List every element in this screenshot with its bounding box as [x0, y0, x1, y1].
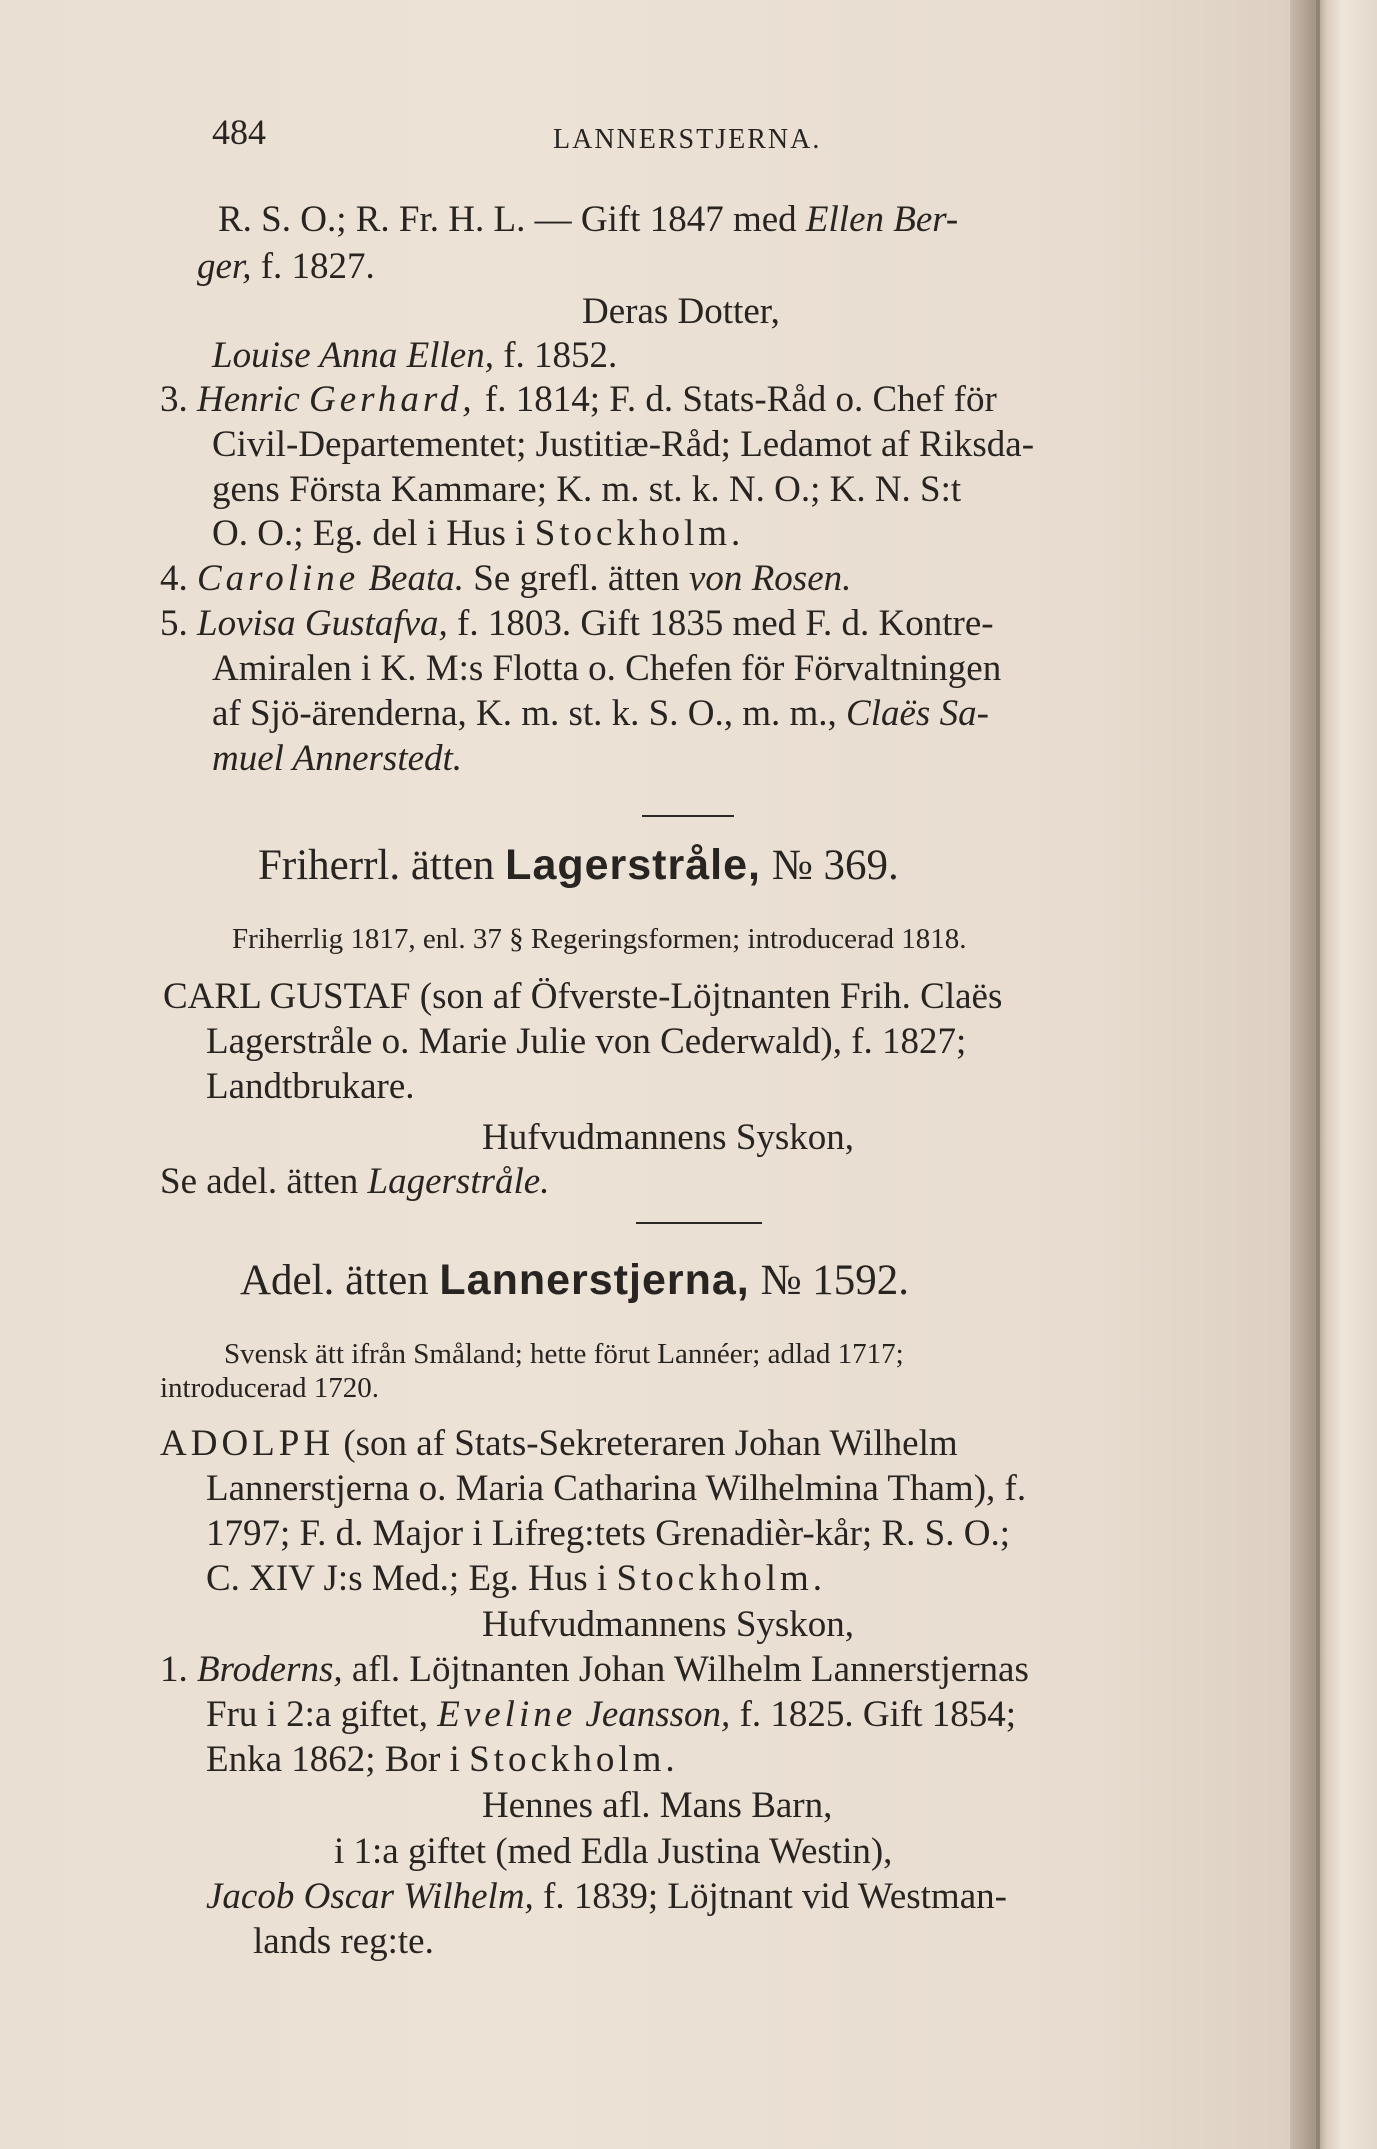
text-line: i 1:a giftet (med Edla Justina Westin),	[334, 1831, 893, 1872]
subheading: Hufvudmannens Syskon,	[482, 1117, 855, 1158]
subheading: Deras Dotter,	[582, 291, 780, 332]
text-line: ADOLPH (son af Stats-Sekreteraren Johan Wilhelm	[160, 1423, 958, 1464]
binding-shadow	[1316, 0, 1320, 2149]
section-intro: Friherrlig 1817, enl. 37 § Regeringsformen; introducerad 1818.	[232, 923, 967, 955]
page-number: 484	[212, 112, 266, 152]
section-title: Adel. ätten Lannerstjerna, № 1592.	[240, 1256, 910, 1304]
text-line: Amiralen i K. M:s Flotta o. Chefen för Förvaltningen	[212, 648, 1002, 689]
section-title: Friherrl. ätten Lagerstråle, № 369.	[258, 841, 899, 889]
text-line: Enka 1862; Bor i Stockholm.	[206, 1739, 679, 1780]
text-line: 3. Henric Gerhard, f. 1814; F. d. Stats-Råd o. Chef för	[160, 379, 997, 420]
text-line: Lagerstråle o. Marie Julie von Cederwald), f. 1827;	[206, 1021, 967, 1062]
text-line: 4. Caroline Beata. Se grefl. ätten von Rosen.	[160, 558, 852, 599]
section-intro: Svensk ätt ifrån Småland; hette förut Lannéer; adlad 1717;	[224, 1338, 904, 1370]
text-line: O. O.; Eg. del i Hus i Stockholm.	[212, 513, 745, 554]
text-line: C. XIV J:s Med.; Eg. Hus i Stockholm.	[206, 1558, 827, 1599]
text-line: Lannerstjerna o. Maria Catharina Wilhelmina Tham), f.	[206, 1468, 1027, 1509]
text-line: gens Första Kammare; K. m. st. k. N. O.; K. N. S:t	[212, 469, 962, 510]
section-divider	[636, 1222, 762, 1224]
section-divider	[642, 815, 734, 817]
text-line: af Sjö-ärenderna, K. m. st. k. S. O., m. m., Claës Sa-	[212, 693, 989, 734]
text-line: ger, f. 1827.	[197, 246, 375, 287]
text-line: 1797; F. d. Major i Lifreg:tets Grenadièr-kår; R. S. O.;	[206, 1513, 1010, 1554]
section-intro: introducerad 1720.	[160, 1372, 380, 1404]
subheading: Hufvudmannens Syskon,	[482, 1604, 855, 1645]
text-line: 5. Lovisa Gustafva, f. 1803. Gift 1835 med F. d. Kontre-	[160, 603, 994, 644]
text-line: lands reg:te.	[253, 1921, 434, 1962]
text-line: Landtbrukare.	[206, 1066, 415, 1107]
text-line: Louise Anna Ellen, f. 1852.	[212, 335, 618, 376]
text-line: Fru i 2:a giftet, Eveline Jeansson, f. 1825. Gift 1854;	[206, 1694, 1017, 1735]
text-line: CARL GUSTAF (son af Öfverste-Löjtnanten Frih. Claës	[163, 976, 1003, 1017]
text-line: Civil-Departementet; Justitiæ-Råd; Ledamot af Riksda-	[212, 424, 1035, 465]
text-line: muel Annerstedt.	[212, 738, 463, 779]
text-line: Jacob Oscar Wilhelm, f. 1839; Löjtnant vid Westman-	[206, 1876, 1007, 1917]
text-line: Se adel. ätten Lagerstråle.	[160, 1161, 550, 1202]
page-gutter	[1290, 0, 1377, 2149]
running-head: LANNERSTJERNA.	[553, 124, 822, 155]
text-line: 1. Broderns, afl. Löjtnanten Johan Wilhelm Lannerstjernas	[160, 1649, 1029, 1690]
subheading: Hennes afl. Mans Barn,	[482, 1785, 833, 1826]
text-line: R. S. O.; R. Fr. H. L. — Gift 1847 med Ellen Ber-	[218, 199, 959, 240]
